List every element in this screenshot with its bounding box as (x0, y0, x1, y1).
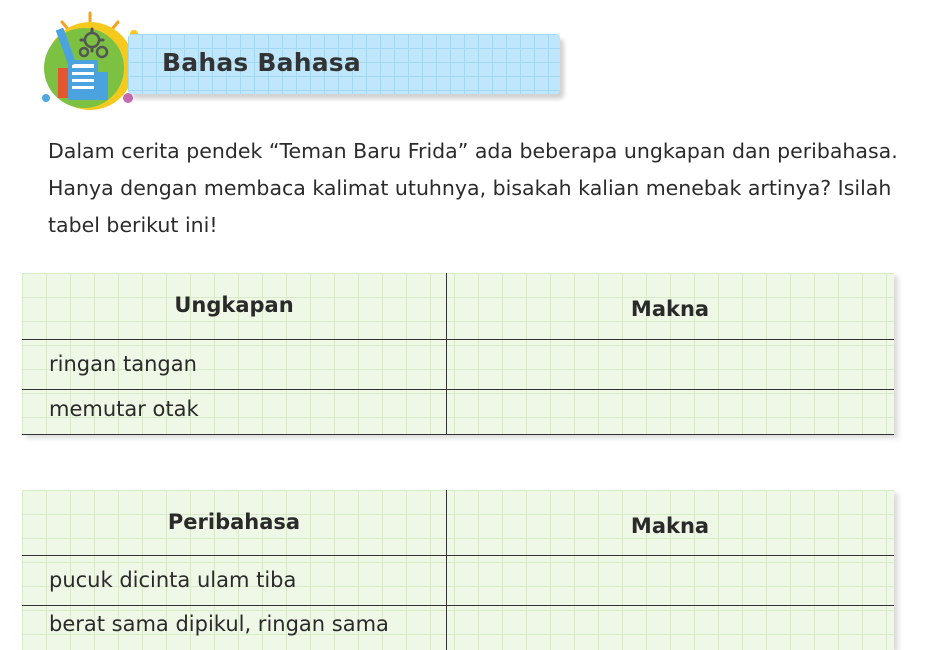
row-divider (22, 339, 894, 340)
row-divider (22, 389, 894, 390)
table-row-term: berat sama dipikul, ringan sama (49, 612, 389, 636)
section-title: Bahas Bahasa (162, 48, 361, 77)
header-ungkapan: Ungkapan (174, 293, 294, 317)
row-divider (22, 605, 894, 606)
table-row-term: ringan tangan (49, 352, 197, 376)
row-divider (22, 555, 894, 556)
header-peribahasa: Peribahasa (167, 510, 301, 534)
intro-paragraph: Dalam cerita pendek “Teman Baru Frida” ada beberapa ungkapan dan peribahasa. Hanya dengan membaca kalimat utuhnya, bisakah kalian menebak artinya? Isilah tabel berikut ini! (48, 139, 898, 237)
header-makna: Makna (630, 297, 710, 321)
table-row-term: pucuk dicinta ulam tiba (49, 568, 297, 592)
peribahasa-table (22, 490, 894, 650)
books-gears-icon (40, 10, 140, 110)
row-divider (22, 434, 894, 435)
table-row-term: memutar otak (49, 397, 199, 421)
header-makna: Makna (630, 514, 710, 538)
ungkapan-table (22, 273, 894, 435)
